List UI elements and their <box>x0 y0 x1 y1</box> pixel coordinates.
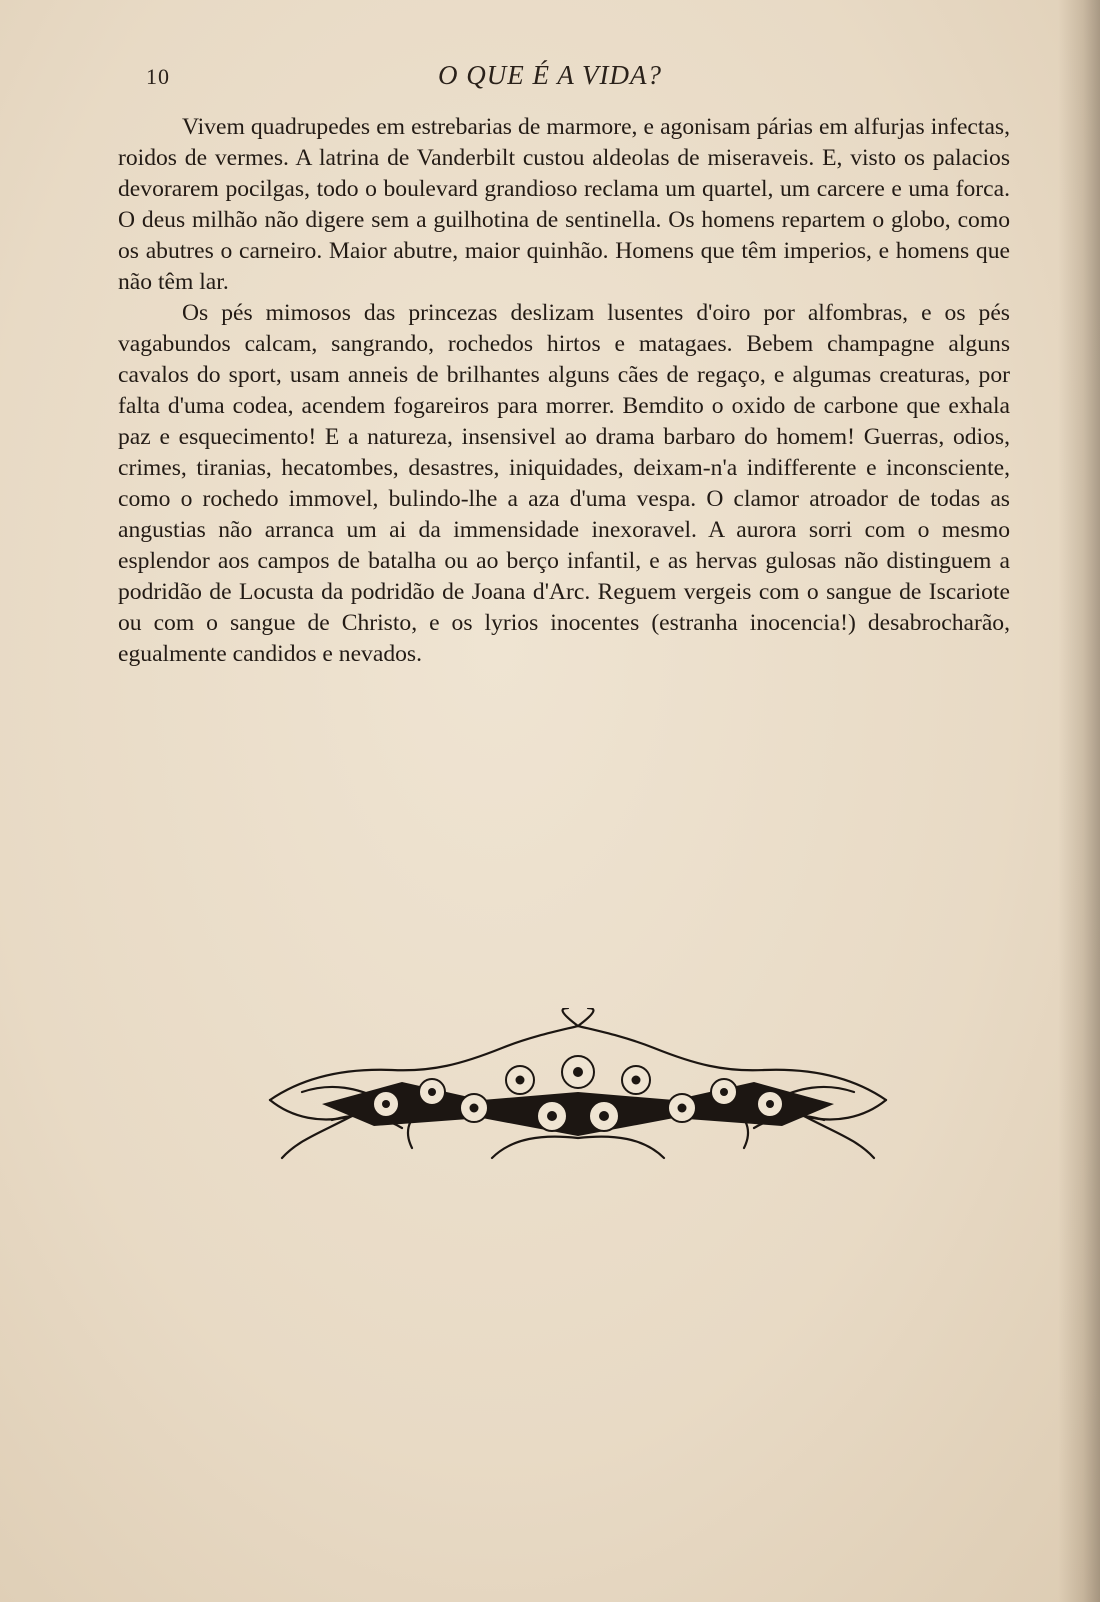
paragraph-1: Vivem quadrupedes em estrebarias de marmore, e agonisam párias em alfurjas infectas, roidos de vermes. A latrina de Vanderbilt custou aldeolas de miseraveis. E, visto os palacios devorarem pocilgas, todo o boulevard grandioso reclama um quartel, um carcere e uma forca. O deus milhão não digere sem a guilhotina de sentinella. Os homens repartem o globo, como os abutres o carneiro. Maior abutre, maior quinhão. Homens que têm imperios, e homens que não têm lar. <box>118 114 1010 295</box>
page-edge-shadow <box>1058 0 1100 1602</box>
body-text <box>118 112 1010 670</box>
page-number: 10 <box>146 64 170 89</box>
floral-tailpiece-ornament-icon <box>262 1008 894 1168</box>
paragraph-2: Os pés mimosos das princezas deslizam lusentes d'oiro por alfombras, e os pés vagabundos calcam, sangrando, rochedos hirtos e matagaes. Bebem champagne alguns cavalos do sport, usam anneis de brilhantes alguns cães de regaço, e algumas creaturas, por falta d'uma codea, acendem fogareiros para morrer. Bemdito o oxido de carbone que exhala paz e esquecimento! E a natureza, insensivel ao drama barbaro do homem! Guerras, odios, crimes, tiranias, hecatombes, desastres, iniquidades, deixam-n'a indifferente e inconsciente, como o rochedo immovel, bulindo-lhe a aza d'uma vespa. O clamor atroador de todas as angustias não arranca um ai da immensidade inexoravel. A aurora sorri com o mesmo esplendor aos campos de batalha ou ao berço infantil, e as hervas gulosas não distinguem a podridão de Locusta da podridão de Joana d'Arc. Reguem vergeis com o sangue de Iscariote ou com o sangue de Christo, e os lyrios inocentes (estranha inocencia!) desabrocharão, egualmente candidos e nevados. <box>118 300 1010 667</box>
running-title: O QUE É A VIDA? <box>438 60 662 90</box>
